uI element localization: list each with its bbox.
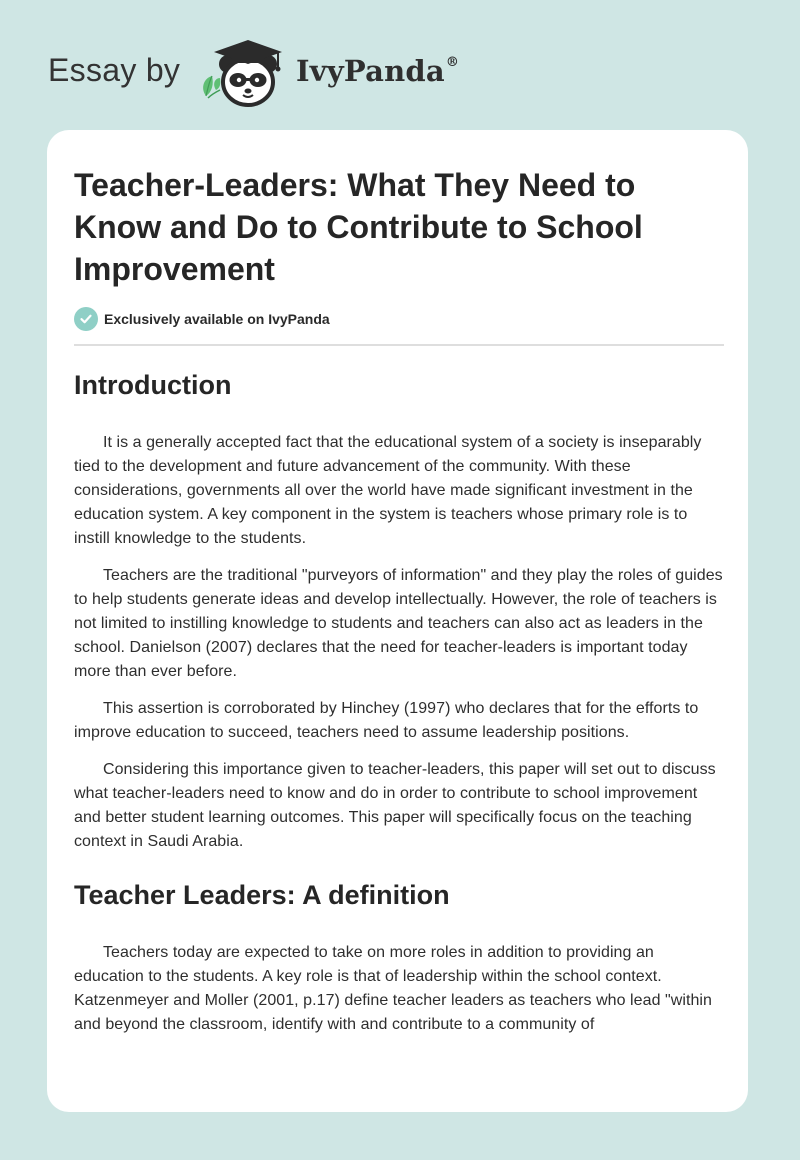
- paragraph: Teachers today are expected to take on more roles in addition to providing an education to the students. A key role is that of leadership within the school context. Katzenmeyer and Moller (2001, p.17) define teacher leaders as teachers who lead "within and beyond the classroom, identify with and contribute to a community of: [74, 944, 712, 1033]
- paragraph: This assertion is corroborated by Hinchey (1997) who declares that for the efforts to improve education to succeed, teachers need to assume leadership positions.: [74, 700, 699, 741]
- exclusive-badge-label: Exclusively available on IvyPanda: [104, 311, 330, 327]
- brand-text: IvyPanda: [296, 54, 445, 88]
- section-heading-introduction: Introduction: [74, 370, 232, 400]
- essay-by-label: Essay by: [48, 52, 181, 88]
- essay-title: Teacher-Leaders: What They Need to Know and Do to Contribute to School Improvement: [74, 167, 643, 287]
- paragraph: Teachers are the traditional "purveyors of information" and they play the roles of guides to help students generate ideas and develop intellectually. However, the role of teachers is not limited to instilling knowledge to students and teachers can also act as leaders in the school. Danielson (2007) declares that the need for teacher-leaders is important today more than ever before.: [74, 567, 723, 680]
- essay-content: [74, 164, 724, 1050]
- brand-name[interactable]: [296, 54, 459, 88]
- exclusive-badge: [74, 307, 724, 331]
- section-body-introduction: [74, 431, 724, 854]
- site-header: [48, 34, 508, 114]
- paragraph: Considering this importance given to teacher-leaders, this paper will set out to discuss what teacher-leaders need to know and do in order to contribute to school improvement and better student learning outcomes. This paper will specifically focus on the teaching context in Saudi Arabia.: [74, 761, 716, 850]
- panda-graduate-logo-icon[interactable]: [198, 34, 294, 110]
- essay-card: [47, 130, 748, 1112]
- registered-mark: ®: [445, 55, 460, 71]
- paragraph: It is a generally accepted fact that the educational system of a society is inseparably tied to the development and future advancement of the community. With these considerations, governments all over the world have made significant investment in the education system. A key component in the system is teachers whose primary role is to instill knowledge to the students.: [74, 434, 702, 547]
- check-circle-icon: [74, 307, 98, 331]
- section-body-definition: [74, 941, 724, 1037]
- title-divider: [74, 344, 724, 346]
- section-heading-definition: Teacher Leaders: A definition: [74, 880, 450, 910]
